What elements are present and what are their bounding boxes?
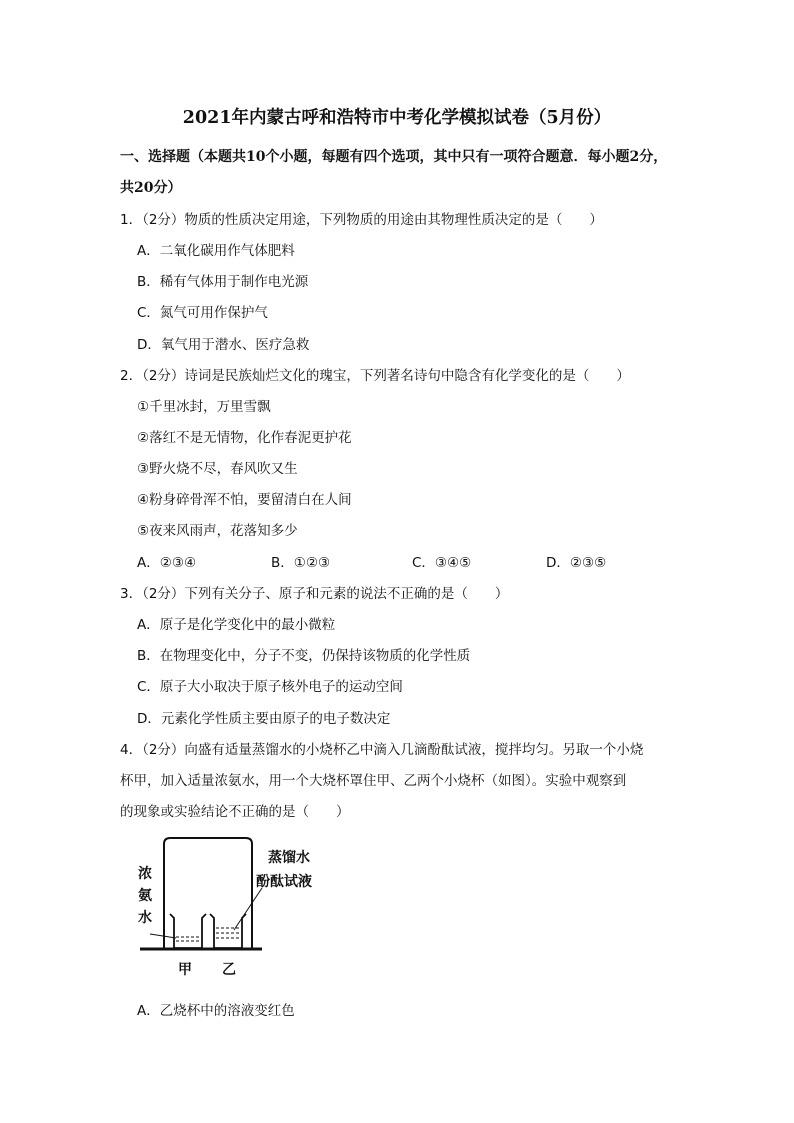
question-2-item-1: ①千里冰封，万里雪飘 (137, 399, 271, 415)
question-1-option-b: B．稀有气体用于制作电光源 (137, 274, 309, 290)
large-beaker-outline (164, 838, 252, 948)
question-2-item-4: ④粉身碎骨浑不怕，要留清白在人间 (137, 492, 352, 508)
label-yi: 乙 (222, 962, 236, 978)
question-1-option-a: A．二氧化碳用作气体肥料 (137, 243, 295, 259)
question-1-option-c: C．氮气可用作保护气 (137, 305, 268, 321)
question-3-option-d: D．元素化学性质主要由原子的电子数决定 (137, 711, 391, 727)
label-phenolphthalein: 酚酞试液 (256, 874, 312, 890)
question-2-option-a: A．②③④ (137, 555, 197, 571)
question-3-option-c: C．原子大小取决于原子核外电子的运动空间 (137, 679, 403, 695)
question-1-option-d: D．氧气用于潜水、医疗急救 (137, 337, 310, 353)
section-heading-line1: 一、选择题（本题共10个小题，每题有四个选项，其中只有一项符合题意．每小题2分， (120, 149, 668, 165)
question-4-stem-line1: 4．（2分）向盛有适量蒸馏水的小烧杯乙中滴入几滴酚酞试液，搅拌均匀。另取一个小烧 (120, 742, 644, 758)
pointer-phenolphthalein (234, 888, 262, 930)
small-beaker-jia (170, 914, 206, 948)
question-2-option-d: D．②③⑤ (546, 555, 607, 571)
question-3-option-a: A．原子是化学变化中的最小微粒 (137, 617, 336, 633)
question-1-stem: 1．（2分）物质的性质决定用途，下列物质的用途由其物理性质决定的是（ ） (120, 212, 603, 228)
beaker-diagram (134, 830, 344, 980)
question-4-stem-line2: 杯甲，加入适量浓氨水，用一个大烧杯罩住甲、乙两个小烧杯（如图）。实验中观察到 (120, 773, 627, 789)
question-4-option-a: A．乙烧杯中的溶液变红色 (137, 1003, 295, 1019)
label-ammonia: 氨 (138, 888, 152, 904)
label-concentrated: 浓 (138, 866, 152, 882)
section-heading-line2: 共20分） (120, 180, 182, 196)
question-2-option-b: B．①②③ (271, 555, 331, 571)
question-4-stem-line3: 的现象或实验结论不正确的是（ ） (120, 804, 350, 820)
page-title: 2021年内蒙古呼和浩特市中考化学模拟试卷（5月份） (182, 108, 612, 128)
question-2-item-5: ⑤夜来风雨声，花落知多少 (137, 523, 298, 539)
label-distilled-water: 蒸馏水 (268, 850, 310, 866)
question-2-item-2: ②落红不是无情物，化作春泥更护花 (137, 430, 352, 446)
question-2-option-c: C．③④⑤ (412, 555, 472, 571)
question-2-stem: 2．（2分）诗词是民族灿烂文化的瑰宝，下列著名诗句中隐含有化学变化的是（ ） (120, 368, 630, 384)
small-beaker-yi (210, 914, 246, 948)
label-jia: 甲 (178, 962, 192, 978)
beaker-experiment-figure (134, 830, 344, 980)
question-2-item-3: ③野火烧不尽，春风吹又生 (137, 461, 298, 477)
label-water: 水 (138, 910, 152, 926)
question-3-option-b: B．在物理变化中，分子不变，仍保持该物质的化学性质 (137, 648, 471, 664)
question-3-stem: 3．（2分）下列有关分子、原子和元素的说法不正确的是（ ） (120, 586, 509, 602)
